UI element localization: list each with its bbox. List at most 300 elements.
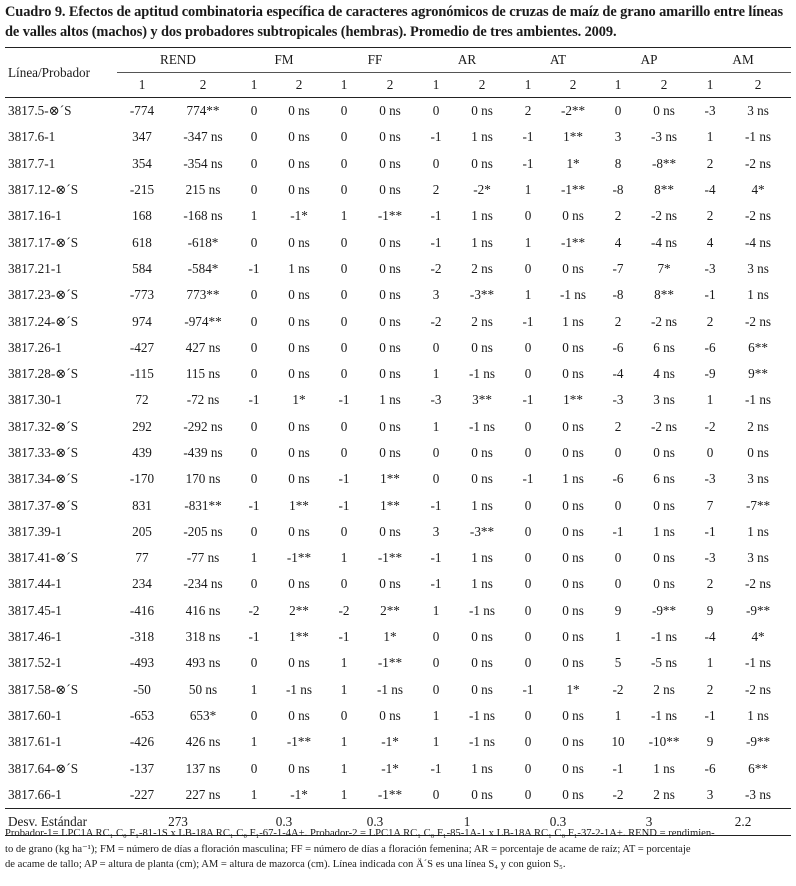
value-cell-probador-1: 584 bbox=[132, 260, 152, 276]
value-cell-probador-2: -2 ns bbox=[745, 155, 772, 171]
value-cell-probador-2: -1** bbox=[286, 550, 312, 566]
value-cell-probador-2: -347 ns bbox=[183, 129, 223, 145]
table-row bbox=[5, 650, 791, 676]
value-cell-probador-1: 0 bbox=[250, 339, 258, 355]
value-cell-probador-2: -1* bbox=[381, 734, 399, 750]
value-cell-probador-2: -1 ns bbox=[469, 602, 496, 618]
line-name-cell: 3817.46-1 bbox=[8, 629, 62, 645]
line-name-cell: 3817.5-⊗´S bbox=[8, 103, 72, 119]
sub-header: 2 bbox=[386, 77, 394, 92]
value-cell-probador-2: 6** bbox=[748, 339, 768, 355]
table-row bbox=[5, 729, 791, 755]
value-cell-probador-2: 1 ns bbox=[379, 392, 401, 408]
value-cell-probador-1: 0 bbox=[340, 523, 348, 539]
value-cell-probador-2: -4 ns bbox=[745, 234, 772, 250]
value-cell-probador-1: 0 bbox=[250, 366, 258, 382]
group-header: AM bbox=[695, 48, 791, 73]
header-row-groups bbox=[5, 48, 791, 73]
value-cell-probador-1: -2 bbox=[430, 313, 442, 329]
value-cell-probador-1: -6 bbox=[612, 339, 624, 355]
value-cell-probador-2: 0 ns bbox=[379, 576, 401, 592]
value-cell-probador-2: 0 ns bbox=[562, 445, 584, 460]
value-cell-probador-2: 0 ns bbox=[288, 523, 310, 539]
value-cell-probador-1: -4 bbox=[704, 182, 716, 198]
value-cell-probador-2: 1 ns bbox=[747, 287, 769, 303]
value-cell-probador-2: -1** bbox=[286, 734, 312, 750]
value-cell-probador-1: -1 bbox=[704, 287, 716, 303]
sub-header: 2 bbox=[754, 77, 762, 92]
value-cell-probador-1: 0 bbox=[340, 260, 348, 276]
value-cell-probador-2: -168 ns bbox=[183, 208, 223, 224]
value-cell-probador-2: -77 ns bbox=[186, 550, 220, 566]
value-cell-probador-2: 0 ns bbox=[288, 471, 310, 487]
value-cell-probador-2: 3 ns bbox=[747, 550, 769, 566]
value-cell-probador-1: 0 bbox=[432, 786, 440, 802]
value-cell-probador-2: -1 ns bbox=[285, 681, 312, 697]
value-cell-probador-2: 0 ns bbox=[379, 313, 401, 329]
value-cell-probador-1: 8 bbox=[614, 155, 622, 171]
value-cell-probador-2: 0 ns bbox=[471, 681, 493, 697]
value-cell-probador-1: 3 bbox=[432, 523, 440, 539]
sub-header: 2 bbox=[569, 77, 577, 92]
value-cell-probador-2: 2 ns bbox=[471, 260, 493, 276]
value-cell-probador-1: -1 bbox=[612, 760, 624, 776]
value-cell-probador-2: 1** bbox=[380, 497, 400, 513]
value-cell-probador-1: 0 bbox=[250, 471, 258, 487]
value-cell-probador-2: 4 ns bbox=[653, 366, 675, 382]
sub-header: 1 bbox=[432, 77, 440, 92]
value-cell-probador-1: 0 bbox=[250, 576, 258, 592]
value-cell-probador-2: 0 ns bbox=[288, 760, 310, 776]
value-cell-probador-2: 0 ns bbox=[288, 287, 310, 303]
value-cell-probador-1: 0 bbox=[524, 734, 532, 750]
value-cell-probador-1: 1 bbox=[432, 366, 440, 382]
group-header: FF bbox=[329, 48, 421, 73]
value-cell-probador-2: 3 ns bbox=[747, 103, 769, 119]
line-name-cell: 3817.60-1 bbox=[8, 707, 62, 723]
value-cell-probador-2: 0 ns bbox=[288, 707, 310, 723]
value-cell-probador-1: 0 bbox=[250, 760, 258, 776]
value-cell-probador-1: 2 bbox=[614, 418, 622, 434]
value-cell-probador-2: 8** bbox=[654, 182, 674, 198]
std-dev-value: 0.3 bbox=[366, 814, 384, 830]
value-cell-probador-1: 0 bbox=[524, 339, 532, 355]
value-cell-probador-2: 1 ns bbox=[471, 129, 493, 145]
value-cell-probador-2: 227 ns bbox=[185, 786, 221, 802]
value-cell-probador-1: 0 bbox=[340, 576, 348, 592]
value-cell-probador-2: -1** bbox=[377, 786, 403, 802]
value-cell-probador-1: 0 bbox=[432, 629, 440, 645]
value-cell-probador-2: -2** bbox=[560, 103, 586, 119]
value-cell-probador-1: 831 bbox=[132, 497, 152, 513]
value-cell-probador-2: 1** bbox=[563, 392, 583, 408]
value-cell-probador-2: -1** bbox=[377, 550, 403, 566]
table-row bbox=[5, 466, 791, 492]
value-cell-probador-2: -234 ns bbox=[183, 576, 223, 592]
value-cell-probador-2: -584* bbox=[187, 260, 219, 276]
group-header: AR bbox=[421, 48, 513, 73]
value-cell-probador-1: 1 bbox=[250, 550, 258, 566]
line-name-cell: 3817.21-1 bbox=[8, 260, 62, 276]
value-cell-probador-2: -1 ns bbox=[745, 392, 772, 408]
value-cell-probador-2: 0 ns bbox=[562, 208, 584, 224]
value-cell-probador-1: 0 bbox=[524, 445, 532, 460]
value-cell-probador-2: 0 ns bbox=[379, 155, 401, 171]
value-cell-probador-2: -831** bbox=[184, 497, 222, 513]
value-cell-probador-1: -2 bbox=[612, 681, 624, 697]
value-cell-probador-1: 0 bbox=[250, 655, 258, 671]
value-cell-probador-2: 0 ns bbox=[379, 287, 401, 303]
table-body bbox=[5, 98, 791, 836]
value-cell-probador-2: 0 ns bbox=[471, 103, 493, 119]
sub-header: 2 bbox=[295, 77, 303, 92]
value-cell-probador-2: 3** bbox=[472, 392, 492, 408]
value-cell-probador-1: 3 bbox=[432, 287, 440, 303]
value-cell-probador-1: 0 bbox=[614, 445, 622, 460]
value-cell-probador-1: 974 bbox=[132, 313, 152, 329]
value-cell-probador-1: -1 bbox=[430, 129, 442, 145]
value-cell-probador-2: 0 ns bbox=[471, 471, 493, 487]
value-cell-probador-1: 1 bbox=[614, 629, 622, 645]
value-cell-probador-2: -1** bbox=[560, 182, 586, 198]
value-cell-probador-2: 1 ns bbox=[747, 707, 769, 723]
value-cell-probador-2: -2 ns bbox=[745, 313, 772, 329]
sub-header: 2 bbox=[660, 77, 668, 92]
value-cell-probador-2: 2 ns bbox=[653, 786, 675, 802]
value-cell-probador-1: 3 bbox=[706, 786, 714, 802]
value-cell-probador-2: -1* bbox=[290, 208, 308, 224]
value-cell-probador-1: 0 bbox=[340, 103, 348, 119]
value-cell-probador-1: 0 bbox=[432, 339, 440, 355]
value-cell-probador-1: -426 bbox=[129, 734, 155, 750]
value-cell-probador-1: -1 bbox=[430, 576, 442, 592]
line-name-cell: 3817.58-⊗´S bbox=[8, 681, 79, 697]
table-row bbox=[5, 387, 791, 413]
std-dev-value: 1 bbox=[463, 814, 471, 830]
value-cell-probador-1: 0 bbox=[250, 234, 258, 250]
value-cell-probador-2: 426 ns bbox=[185, 734, 221, 750]
value-cell-probador-2: -4 ns bbox=[651, 234, 678, 250]
value-cell-probador-1: -6 bbox=[704, 339, 716, 355]
value-cell-probador-1: 0 bbox=[524, 602, 532, 618]
value-cell-probador-2: 0 ns bbox=[471, 445, 493, 460]
value-cell-probador-1: -2 bbox=[338, 602, 350, 618]
value-cell-probador-2: -1 ns bbox=[469, 366, 496, 382]
value-cell-probador-1: 0 bbox=[250, 523, 258, 539]
table-row bbox=[5, 335, 791, 361]
value-cell-probador-2: 0 ns bbox=[562, 260, 584, 276]
sub-header: 1 bbox=[340, 77, 348, 92]
value-cell-probador-2: -2 ns bbox=[745, 681, 772, 697]
value-cell-probador-2: -2 ns bbox=[651, 208, 678, 224]
value-cell-probador-2: 653* bbox=[189, 707, 217, 723]
table-row bbox=[5, 492, 791, 518]
value-cell-probador-1: -3 bbox=[704, 103, 716, 119]
value-cell-probador-2: 1 ns bbox=[653, 760, 675, 776]
value-cell-probador-2: 1** bbox=[380, 471, 400, 487]
value-cell-probador-2: -3 ns bbox=[745, 786, 772, 802]
value-cell-probador-1: 1 bbox=[250, 786, 258, 802]
value-cell-probador-1: -4 bbox=[704, 629, 716, 645]
value-cell-probador-2: 2** bbox=[289, 602, 309, 618]
value-cell-probador-1: 0 bbox=[524, 208, 532, 224]
value-cell-probador-2: 0 ns bbox=[288, 655, 310, 671]
value-cell-probador-2: 0 ns bbox=[562, 655, 584, 671]
value-cell-probador-1: -3 bbox=[612, 392, 624, 408]
value-cell-probador-1: 0 bbox=[340, 155, 348, 171]
value-cell-probador-1: 0 bbox=[524, 497, 532, 513]
line-name-cell: 3817.66-1 bbox=[8, 786, 62, 802]
value-cell-probador-2: 6 ns bbox=[653, 471, 675, 487]
value-cell-probador-2: -1** bbox=[377, 208, 403, 224]
value-cell-probador-2: 2** bbox=[380, 602, 400, 618]
std-dev-value: 2.2 bbox=[734, 814, 752, 830]
value-cell-probador-2: 137 ns bbox=[185, 760, 221, 776]
value-cell-probador-1: 4 bbox=[614, 234, 622, 250]
value-cell-probador-1: 0 bbox=[524, 260, 532, 276]
value-cell-probador-2: 1* bbox=[292, 392, 306, 408]
value-cell-probador-1: -3 bbox=[704, 260, 716, 276]
line-name-cell: 3817.45-1 bbox=[8, 602, 62, 618]
value-cell-probador-1: 1 bbox=[250, 734, 258, 750]
value-cell-probador-1: 2 bbox=[706, 576, 714, 592]
value-cell-probador-2: 1** bbox=[563, 129, 583, 145]
value-cell-probador-1: 2 bbox=[706, 208, 714, 224]
value-cell-probador-2: -1 ns bbox=[469, 418, 496, 434]
line-name-cell: 3817.64-⊗´S bbox=[8, 760, 79, 776]
value-cell-probador-1: 0 bbox=[432, 445, 440, 460]
value-cell-probador-1: 0 bbox=[524, 786, 532, 802]
line-name-cell: 3817.39-1 bbox=[8, 523, 62, 539]
value-cell-probador-2: 1 ns bbox=[562, 471, 584, 487]
value-cell-probador-1: -1 bbox=[430, 497, 442, 513]
value-cell-probador-2: 318 ns bbox=[185, 629, 221, 645]
value-cell-probador-1: -1 bbox=[338, 392, 350, 408]
value-cell-probador-2: 0 ns bbox=[288, 366, 310, 382]
value-cell-probador-2: 215 ns bbox=[185, 182, 221, 198]
value-cell-probador-2: 4* bbox=[751, 182, 765, 198]
value-cell-probador-1: -1 bbox=[522, 392, 534, 408]
table-row bbox=[5, 256, 791, 282]
table-row bbox=[5, 124, 791, 150]
value-cell-probador-2: 3 ns bbox=[747, 260, 769, 276]
value-cell-probador-1: -2 bbox=[612, 786, 624, 802]
value-cell-probador-1: 3 bbox=[614, 129, 622, 145]
value-cell-probador-1: 0 bbox=[250, 445, 258, 460]
value-cell-probador-1: -1 bbox=[704, 523, 716, 539]
value-cell-probador-1: 0 bbox=[250, 129, 258, 145]
value-cell-probador-2: -72 ns bbox=[186, 392, 220, 408]
value-cell-probador-2: 0 ns bbox=[653, 445, 675, 460]
value-cell-probador-1: 0 bbox=[250, 103, 258, 119]
value-cell-probador-2: 0 ns bbox=[562, 707, 584, 723]
footnote-line: Probador-1= LPC1A RC₁ C₀ F₁-81-1S x LB-18A RC₁ C₀ F₁-67-1-4A+. Probador-2 = LPC1A RC₁ C₀ F₁-85-1A-1 x LB-18A RC₁ C₀ F₁-37-2-1A+. REND = rendimien- bbox=[5, 828, 715, 839]
value-cell-probador-2: -292 ns bbox=[183, 418, 223, 434]
value-cell-probador-1: 1 bbox=[340, 681, 348, 697]
table-row bbox=[5, 440, 791, 466]
group-header: FM bbox=[239, 48, 329, 73]
value-cell-probador-1: 2 bbox=[614, 208, 622, 224]
value-cell-probador-1: -1 bbox=[338, 497, 350, 513]
value-cell-probador-1: 0 bbox=[614, 103, 622, 119]
value-cell-probador-2: 1 ns bbox=[288, 260, 310, 276]
value-cell-probador-1: 1 bbox=[614, 707, 622, 723]
value-cell-probador-1: -1 bbox=[522, 129, 534, 145]
value-cell-probador-1: 5 bbox=[614, 655, 622, 671]
value-cell-probador-1: -1 bbox=[704, 707, 716, 723]
value-cell-probador-1: 1 bbox=[706, 655, 714, 671]
footnote-line: to de grano (kg ha⁻¹); FM = número de días a floración masculina; FF = número de días a floración femenina; AR = porcentaje de acame de raíz; AT = porcentaje bbox=[5, 843, 691, 855]
value-cell-probador-2: -3 ns bbox=[651, 129, 678, 145]
value-cell-probador-2: -1 ns bbox=[469, 707, 496, 723]
value-cell-probador-2: -2 ns bbox=[651, 313, 678, 329]
value-cell-probador-1: 0 bbox=[340, 418, 348, 434]
value-cell-probador-2: 1 ns bbox=[471, 550, 493, 566]
value-cell-probador-1: 1 bbox=[340, 734, 348, 750]
value-cell-probador-1: -8 bbox=[612, 287, 624, 303]
value-cell-probador-1: -1 bbox=[248, 629, 260, 645]
value-cell-probador-2: 2 ns bbox=[747, 418, 769, 434]
value-cell-probador-2: -205 ns bbox=[183, 523, 223, 539]
value-cell-probador-1: -2 bbox=[430, 260, 442, 276]
value-cell-probador-1: -1 bbox=[430, 208, 442, 224]
value-cell-probador-2: 170 ns bbox=[185, 471, 221, 487]
table-row bbox=[5, 414, 791, 440]
value-cell-probador-2: 0 ns bbox=[562, 497, 584, 513]
value-cell-probador-2: 0 ns bbox=[562, 523, 584, 539]
value-cell-probador-1: 0 bbox=[340, 445, 348, 460]
value-cell-probador-2: 7* bbox=[657, 260, 671, 276]
value-cell-probador-1: 1 bbox=[340, 208, 348, 224]
value-cell-probador-2: 1* bbox=[566, 155, 580, 171]
value-cell-probador-2: 2 ns bbox=[471, 313, 493, 329]
group-header: AT bbox=[513, 48, 603, 73]
value-cell-probador-2: 0 ns bbox=[653, 103, 675, 119]
value-cell-probador-2: 50 ns bbox=[188, 681, 218, 697]
value-cell-probador-2: 0 ns bbox=[379, 366, 401, 382]
value-cell-probador-2: -5 ns bbox=[651, 655, 678, 671]
value-cell-probador-2: -1** bbox=[377, 655, 403, 671]
value-cell-probador-1: -2 bbox=[704, 418, 716, 434]
value-cell-probador-2: -1 ns bbox=[745, 655, 772, 671]
table-row bbox=[5, 98, 791, 125]
value-cell-probador-1: 0 bbox=[524, 760, 532, 776]
value-cell-probador-1: 0 bbox=[614, 576, 622, 592]
value-cell-probador-2: 774** bbox=[186, 103, 220, 119]
value-cell-probador-2: 0 ns bbox=[471, 339, 493, 355]
value-cell-probador-2: 6 ns bbox=[653, 339, 675, 355]
value-cell-probador-2: 1 ns bbox=[562, 313, 584, 329]
sub-header: 2 bbox=[478, 77, 486, 92]
value-cell-probador-1: 0 bbox=[432, 155, 440, 171]
value-cell-probador-1: -773 bbox=[129, 287, 155, 303]
table-footnote bbox=[5, 826, 791, 873]
value-cell-probador-1: 0 bbox=[524, 523, 532, 539]
value-cell-probador-2: 0 ns bbox=[562, 760, 584, 776]
std-dev-value: 0.3 bbox=[549, 814, 567, 830]
value-cell-probador-2: 0 ns bbox=[288, 313, 310, 329]
line-name-cell: 3817.34-⊗´S bbox=[8, 471, 79, 487]
table-row bbox=[5, 598, 791, 624]
value-cell-probador-2: 0 ns bbox=[562, 366, 584, 382]
value-cell-probador-2: 0 ns bbox=[288, 155, 310, 171]
sub-header: 1 bbox=[614, 77, 622, 92]
value-cell-probador-1: 7 bbox=[706, 497, 714, 513]
value-cell-probador-2: 0 ns bbox=[562, 576, 584, 592]
table-row bbox=[5, 782, 791, 809]
value-cell-probador-2: -7** bbox=[745, 497, 771, 513]
value-cell-probador-1: 618 bbox=[132, 234, 152, 250]
value-cell-probador-1: 0 bbox=[524, 655, 532, 671]
value-cell-probador-1: -215 bbox=[129, 182, 155, 198]
value-cell-probador-2: 0 ns bbox=[379, 707, 401, 723]
value-cell-probador-1: -3 bbox=[704, 550, 716, 566]
value-cell-probador-1: -3 bbox=[430, 392, 442, 408]
line-name-cell: 3817.33-⊗´S bbox=[8, 445, 79, 460]
value-cell-probador-1: -227 bbox=[129, 786, 155, 802]
value-cell-probador-2: 0 ns bbox=[653, 550, 675, 566]
value-cell-probador-2: 6** bbox=[748, 760, 768, 776]
value-cell-probador-1: 0 bbox=[340, 287, 348, 303]
value-cell-probador-1: 347 bbox=[132, 129, 152, 145]
group-header: AP bbox=[603, 48, 695, 73]
value-cell-probador-2: 1 ns bbox=[471, 497, 493, 513]
value-cell-probador-1: -653 bbox=[129, 707, 155, 723]
value-cell-probador-1: 0 bbox=[340, 129, 348, 145]
value-cell-probador-2: 0 ns bbox=[471, 629, 493, 645]
value-cell-probador-1: 0 bbox=[340, 339, 348, 355]
sub-header: 1 bbox=[250, 77, 258, 92]
std-dev-value: 273 bbox=[168, 814, 188, 830]
value-cell-probador-1: 72 bbox=[135, 392, 149, 408]
value-cell-probador-2: 1 ns bbox=[471, 208, 493, 224]
value-cell-probador-1: 0 bbox=[614, 550, 622, 566]
line-name-cell: 3817.23-⊗´S bbox=[8, 287, 79, 303]
value-cell-probador-1: -1 bbox=[338, 471, 350, 487]
table-row bbox=[5, 203, 791, 229]
value-cell-probador-1: 0 bbox=[432, 655, 440, 671]
value-cell-probador-1: -493 bbox=[129, 655, 155, 671]
value-cell-probador-2: 1 ns bbox=[471, 234, 493, 250]
value-cell-probador-2: 0 ns bbox=[379, 129, 401, 145]
value-cell-probador-1: 234 bbox=[132, 576, 152, 592]
value-cell-probador-2: -439 ns bbox=[183, 445, 223, 460]
value-cell-probador-2: 1 ns bbox=[653, 523, 675, 539]
value-cell-probador-2: -618* bbox=[187, 234, 219, 250]
value-cell-probador-1: -416 bbox=[129, 602, 155, 618]
value-cell-probador-1: -318 bbox=[129, 629, 155, 645]
line-name-cell: 3817.32-⊗´S bbox=[8, 418, 79, 434]
value-cell-probador-2: -1 ns bbox=[651, 707, 678, 723]
value-cell-probador-1: 1 bbox=[432, 707, 440, 723]
value-cell-probador-1: 0 bbox=[250, 182, 258, 198]
value-cell-probador-1: 2 bbox=[706, 681, 714, 697]
value-cell-probador-1: -427 bbox=[129, 339, 155, 355]
value-cell-probador-2: -3** bbox=[469, 523, 495, 539]
value-cell-probador-1: 1 bbox=[706, 392, 714, 408]
value-cell-probador-2: 0 ns bbox=[747, 445, 769, 460]
value-cell-probador-2: 427 ns bbox=[185, 339, 221, 355]
value-cell-probador-2: -8** bbox=[651, 155, 677, 171]
value-cell-probador-2: 0 ns bbox=[379, 234, 401, 250]
table-row bbox=[5, 177, 791, 203]
value-cell-probador-1: 0 bbox=[250, 418, 258, 434]
value-cell-probador-1: 0 bbox=[524, 418, 532, 434]
value-cell-probador-1: 1 bbox=[250, 208, 258, 224]
value-cell-probador-1: -1 bbox=[522, 155, 534, 171]
value-cell-probador-1: -115 bbox=[130, 366, 154, 382]
value-cell-probador-2: 0 ns bbox=[288, 234, 310, 250]
